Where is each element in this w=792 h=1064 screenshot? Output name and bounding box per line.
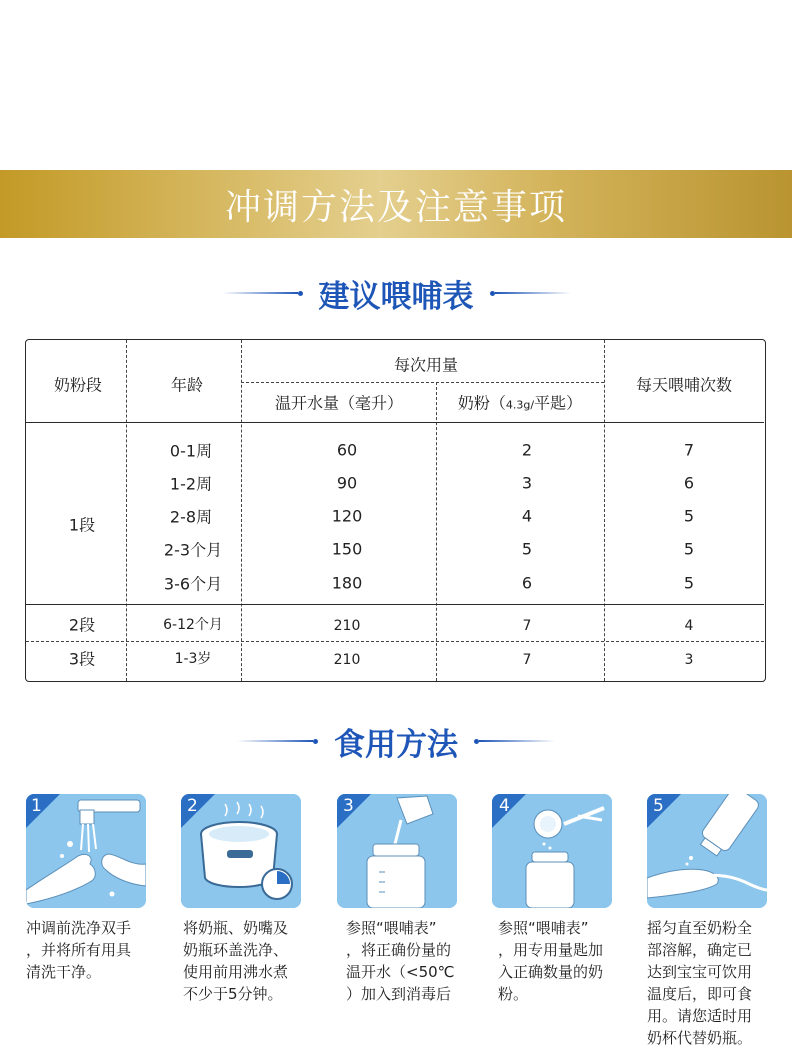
left-divider-icon: [237, 739, 318, 744]
step-text-line: 摇匀直至奶粉全: [647, 919, 753, 937]
table-cell-age: 1-3岁: [174, 651, 212, 667]
stage1-label: 1段: [68, 515, 96, 535]
feeding-table-heading: [0, 270, 792, 316]
table-cell-water: 60: [336, 440, 358, 460]
step-number: 1: [31, 796, 42, 816]
header-age: 年龄: [170, 375, 204, 395]
step-text-line: 冲调前洗净双手: [26, 919, 132, 937]
feeding-table-title: 建议喂哺表: [318, 278, 474, 315]
table-cell-water: 210: [333, 618, 361, 634]
title-banner: [0, 170, 792, 238]
table-cell-water: 120: [331, 506, 363, 526]
left-divider-icon: [222, 291, 303, 296]
table-cell-times: 4: [684, 618, 694, 634]
header-powder-note: 4.3g/: [505, 398, 535, 412]
right-divider-icon: [490, 291, 571, 296]
usage-title: 食用方法: [334, 726, 458, 763]
table-cell-powder: 6: [521, 573, 533, 593]
step-text-line: 参照“喂哺表”: [498, 919, 589, 937]
table-cell-age: 2-3个月: [163, 540, 223, 560]
table-cell-age: 3-6个月: [163, 574, 223, 594]
stage2-label: 2段: [68, 615, 96, 635]
step-text-line: ）加入到消毒后: [346, 985, 452, 1003]
step-text-line: 清洗干净。: [26, 963, 102, 981]
step-text-line: 温度后，即可食: [647, 985, 753, 1003]
table-cell-age: 1-2周: [169, 474, 213, 494]
step-description: [183, 917, 311, 1005]
table-cell-times: 5: [683, 573, 695, 593]
step-text-line: 粉。: [498, 985, 529, 1003]
table-cell-powder: 2: [521, 440, 533, 460]
header-daily-times: 每天喂哺次数: [635, 375, 733, 395]
step-text-line: 使用前用沸水煮: [183, 963, 289, 981]
step-text-line: 不少于5分钟。: [183, 985, 283, 1003]
feeding-table: [25, 339, 766, 682]
table-cell-times: 6: [683, 473, 695, 493]
step-description: [647, 917, 775, 1049]
step-number: 5: [653, 796, 664, 816]
boiling-pot-icon: [181, 794, 301, 908]
table-cell-times: 5: [683, 539, 695, 559]
table-cell-age: 2-8周: [169, 507, 213, 527]
step-text-line: ，并将所有用具: [26, 941, 132, 959]
header-water: 温开水量（毫升）: [274, 393, 404, 413]
step-text-line: 参照“喂哺表”: [346, 919, 437, 937]
header-powder-label: 奶粉（: [457, 393, 506, 413]
step-number: 3: [343, 796, 354, 816]
step-text-line: 温开水（<50℃: [346, 963, 455, 981]
table-cell-powder: 5: [521, 539, 533, 559]
table-cell-powder: 7: [522, 652, 532, 668]
table-cell-water: 90: [336, 473, 358, 493]
table-cell-powder: 3: [521, 473, 533, 493]
right-divider-icon: [474, 739, 555, 744]
table-cell-water: 210: [333, 652, 361, 668]
step-text-line: ，将正确份量的: [346, 941, 452, 959]
step-text-line: 达到宝宝可饮用: [647, 963, 753, 981]
table-cell-age: 0-1周: [169, 441, 213, 461]
step-text-line: ，用专用量匙加: [498, 941, 604, 959]
add-powder-icon: [492, 794, 612, 908]
step-description: [498, 917, 626, 1005]
step-text-line: 用。请您适时用: [647, 1007, 753, 1025]
table-cell-age: 6-12个月: [163, 617, 223, 633]
table-cell-water: 150: [331, 539, 363, 559]
step-number: 2: [187, 796, 198, 816]
step-description: [26, 917, 154, 983]
table-cell-water: 180: [331, 573, 363, 593]
step-text-line: 入正确数量的奶: [498, 963, 604, 981]
hand-washing-icon: [26, 794, 146, 908]
test-temperature-icon: [647, 794, 767, 908]
header-stage: 奶粉段: [53, 375, 103, 395]
header-powder-tail: 平匙）: [534, 393, 583, 413]
header-powder: [458, 391, 582, 414]
table-cell-times: 7: [683, 440, 695, 460]
table-cell-powder: 4: [521, 506, 533, 526]
banner-title: 冲调方法及注意事项: [224, 186, 567, 228]
step-description: [346, 917, 474, 1005]
usage-heading: [0, 718, 792, 764]
header-per-feeding: 每次用量: [393, 355, 459, 375]
table-cell-times: 3: [684, 652, 694, 668]
stage3-label: 3段: [68, 649, 96, 669]
step-number: 4: [499, 796, 510, 816]
step-text-line: 奶杯代替奶瓶。: [647, 1029, 753, 1047]
step-text-line: 将奶瓶、奶嘴及: [183, 919, 289, 937]
step-text-line: 部溶解，确定已: [647, 941, 753, 959]
table-cell-powder: 7: [522, 618, 532, 634]
pour-water-icon: [337, 794, 457, 908]
table-cell-times: 5: [683, 506, 695, 526]
step-text-line: 奶瓶环盖洗净、: [183, 941, 289, 959]
